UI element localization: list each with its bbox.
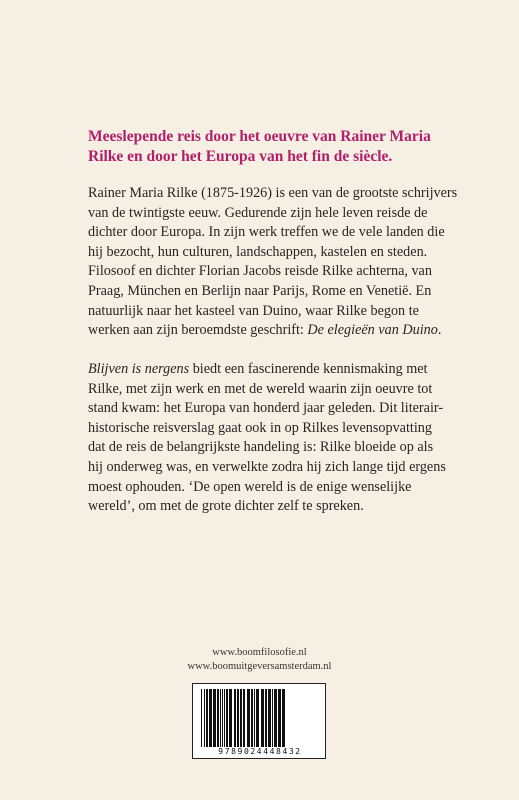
text-line: Rainer Maria Rilke (1875-1926) is een van de grootste schrijvers (88, 185, 458, 201)
publisher-urls (0, 646, 519, 674)
tagline-line-2: Rilke en door het Europa van het fin de siècle. (88, 148, 393, 165)
barcode-bar (261, 689, 264, 747)
barcode-bar (209, 689, 212, 747)
tagline (88, 127, 488, 167)
barcode-bar (206, 689, 208, 747)
text-segment: biedt een fascinerende kennismaking met (189, 361, 428, 377)
tagline-line-1: Meeslepende reis door het oeuvre van Rainer Maria (88, 128, 431, 145)
barcode-bar (272, 689, 273, 747)
barcode-bar (251, 689, 253, 747)
barcode-bar (234, 689, 236, 747)
url-boomuitgevers[interactable]: www.boomuitgeversamsterdam.nl (187, 661, 332, 672)
text-line: moest ophouden. ‘De open wereld is de enige wenselijke (88, 478, 412, 495)
barcode-bar (256, 689, 259, 747)
barcode-bar (213, 689, 216, 747)
barcode-bar (254, 689, 255, 747)
work-title: De elegieën van Duino (307, 322, 438, 339)
barcode-bar (229, 689, 232, 747)
text-line: natuurlijk naar het kasteel van Duino, waar Rilke begon te (88, 302, 419, 319)
barcode-bar (278, 689, 281, 747)
barcode-bar (265, 689, 267, 747)
text-line: historische reisverslag gaat ook in op Rilkes levensopvatting (88, 419, 432, 436)
text-line: van de twintigste eeuw. Gedurende zijn hele leven reisde de (88, 204, 428, 221)
text-line: hij bezocht, hun culturen, landschappen, kastelen en steden. (88, 243, 428, 260)
text-segment: werken aan zijn beroemdste geschrift: (88, 322, 308, 339)
text-line: Filosoof en dichter Florian Jacobs reisde Rilke achterna, van (88, 263, 432, 280)
text-line: dat de reis de belangrijkste handeling is: Rilke bloeide op als (88, 439, 434, 456)
description-paragraph-1 (88, 184, 498, 341)
barcode-bars (199, 689, 321, 747)
text-line: Praag, München en Berlijn naar Parijs, Rome en Venetië. En (88, 282, 432, 299)
text-line: stand kwam: het Europa van honderd jaar geleden. Dit literair- (88, 400, 444, 417)
barcode-bar (222, 689, 223, 747)
text-line (88, 321, 498, 341)
barcode-bar (226, 689, 228, 747)
text-line (88, 360, 498, 380)
description-paragraph-2 (88, 360, 498, 517)
barcode-bar (282, 689, 285, 747)
barcode (192, 683, 326, 759)
barcode-bar (243, 689, 245, 747)
barcode-bar (268, 689, 271, 747)
barcode-bar (217, 689, 219, 747)
text-line: dichter door Europa. In zijn werk treffen we de vele landen die (88, 224, 445, 241)
isbn-number: 9789024448432 (218, 747, 302, 756)
barcode-bar (274, 689, 277, 747)
barcode-bar (201, 689, 202, 747)
text-line: hij onderweg was, en verwelkte zodra hij zich lange tijd ergens (88, 458, 446, 475)
url-boomfilosofie[interactable]: www.boomfilosofie.nl (212, 647, 307, 658)
barcode-bar (220, 689, 221, 747)
text-line: Rilke, met zijn werk en met de wereld waarin zijn oeuvre tot (88, 380, 433, 397)
text-line: wereld’, om met de grote dichter zelf te spreken. (88, 498, 364, 515)
barcode-bar (240, 689, 242, 747)
barcode-bar (204, 689, 205, 747)
barcode-bar (237, 689, 239, 747)
text-segment: . (437, 322, 442, 339)
book-title: Blijven is nergens (88, 361, 190, 377)
barcode-bar (247, 689, 250, 747)
barcode-bar (224, 689, 225, 747)
